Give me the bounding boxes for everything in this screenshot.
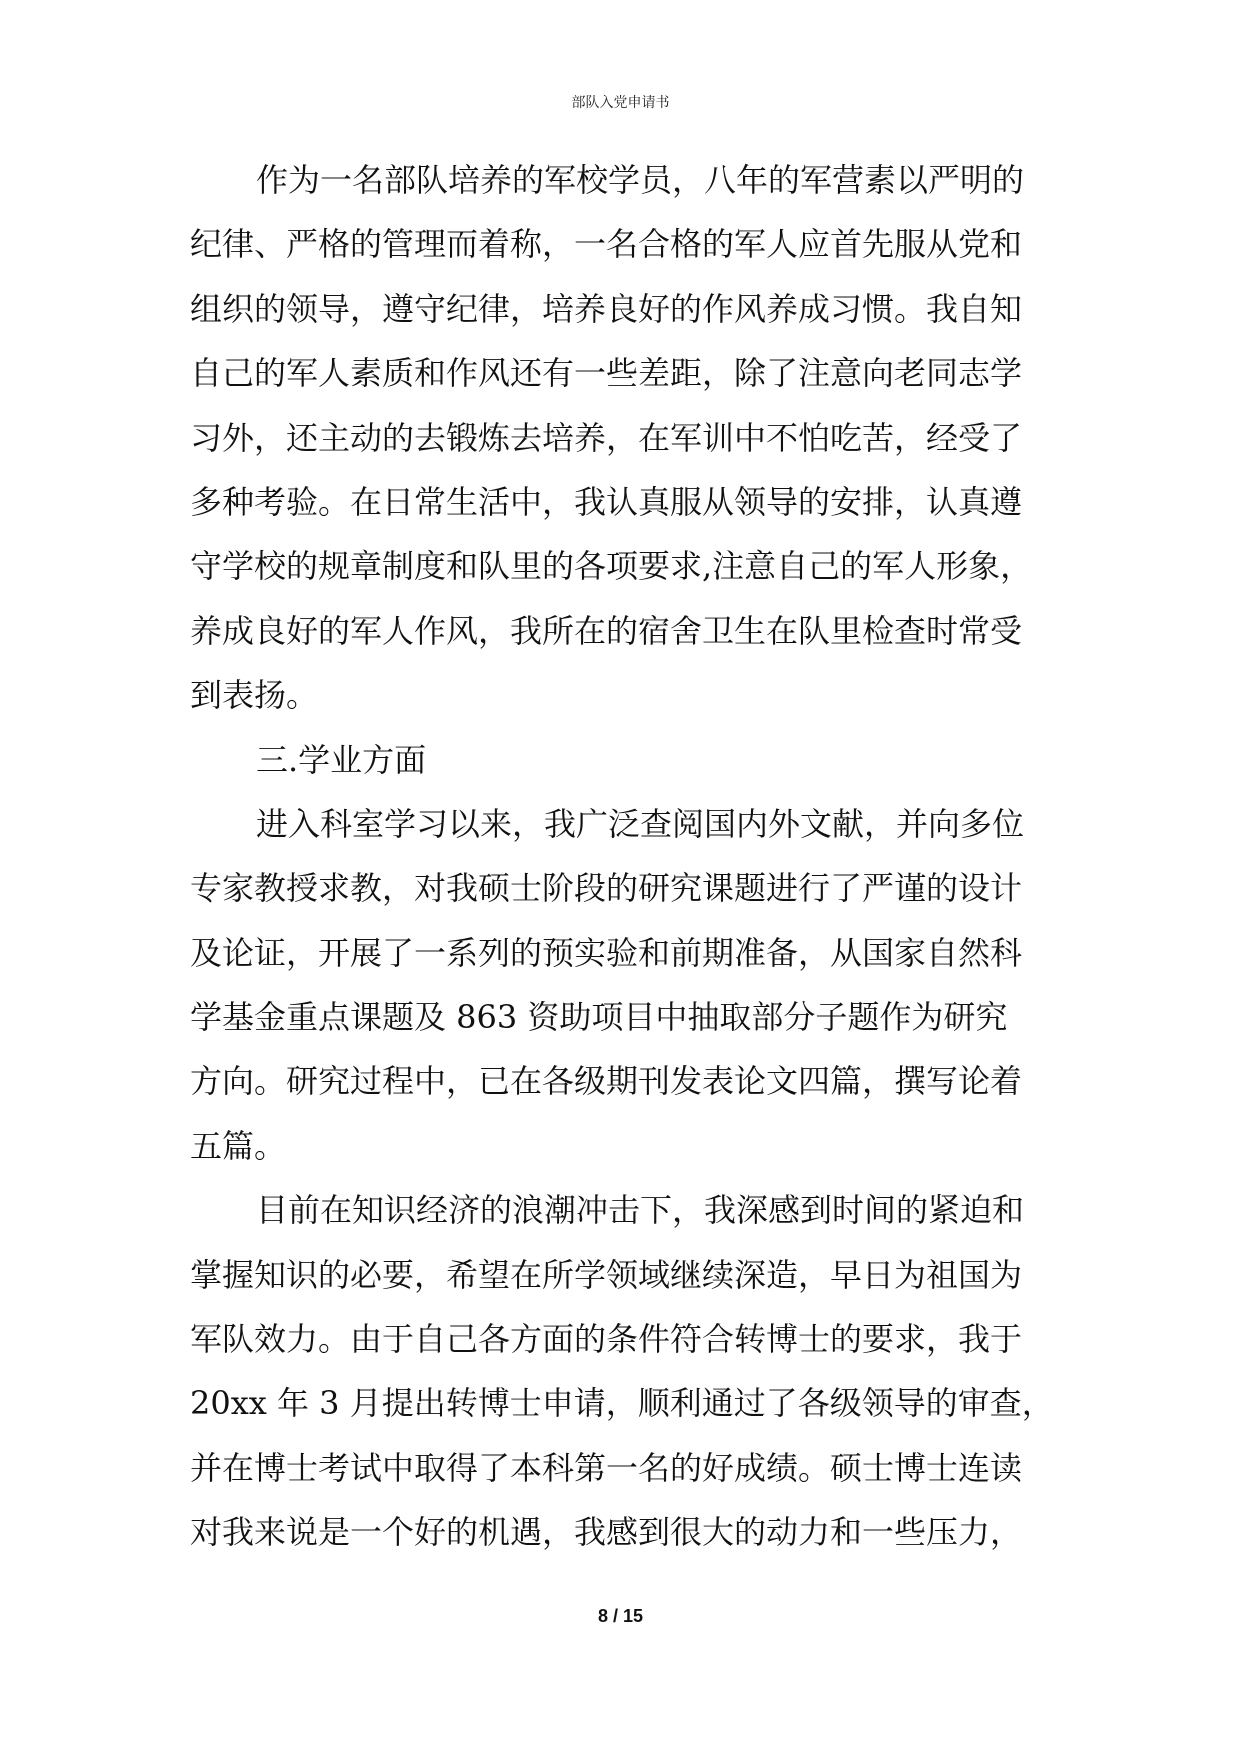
paragraph-line: 及论证，开展了一系列的预实验和前期准备，从国家自然科 [190, 933, 1023, 972]
paragraph-line: 纪律、严格的管理而着称，一名合格的军人应首先服从党和 [190, 225, 1023, 264]
paragraph-line: 掌握知识的必要，希望在所学领域继续深造，早日为祖国为 [190, 1255, 1023, 1294]
section-heading: 三.学业方面 [256, 740, 427, 779]
page-header: 部队入党申请书 [571, 95, 670, 111]
paragraph-line: 多种考验。在日常生活中，我认真服从领导的安排，认真遵 [190, 482, 1023, 521]
paragraph-line: 方向。研究过程中，已在各级期刊发表论文四篇，撰写论着 [190, 1062, 1023, 1101]
paragraph-line: 专家教授求教，对我硕士阶段的研究课题进行了严谨的设计 [190, 869, 1023, 908]
paragraph-line: 20xx 年 3 月提出转博士申请，顺利通过了各级领导的审查， [190, 1384, 1054, 1423]
paragraph-line: 学基金重点课题及 863 资助项目中抽取部分子题作为研究 [190, 998, 1008, 1037]
paragraph-line: 养成良好的军人作风，我所在的宿舍卫生在队里检查时常受 [190, 611, 1023, 650]
paragraph-line: 进入科室学习以来，我广泛查阅国内外文献，并向多位 [256, 804, 1025, 843]
paragraph-line: 习外，还主动的去锻炼去培养，在军训中不怕吃苦，经受了 [190, 418, 1023, 457]
paragraph-line: 组织的领导，遵守纪律，培养良好的作风养成习惯。我自知 [190, 289, 1023, 328]
document-body [190, 148, 1060, 1565]
paragraph-line: 作为一名部队培养的军校学员，八年的军营素以严明的 [256, 161, 1025, 199]
page-number: 8 / 15 [597, 1606, 644, 1626]
paragraph-line: 目前在知识经济的浪潮冲击下，我深感到时间的紧迫和 [256, 1191, 1025, 1230]
paragraph-line: 军队效力。由于自己各方面的条件符合转博士的要求，我于 [190, 1320, 1023, 1359]
paragraph-line: 并在博士考试中取得了本科第一名的好成绩。硕士博士连读 [190, 1448, 1023, 1487]
paragraph-line: 守学校的规章制度和队里的各项要求,注意自己的军人形象， [190, 547, 1033, 586]
paragraph-line: 对我来说是一个好的机遇，我感到很大的动力和一些压力， [190, 1513, 1023, 1552]
paragraph-line: 自己的军人素质和作风还有一些差距，除了注意向老同志学 [190, 354, 1023, 393]
paragraph-line: 到表扬。 [190, 676, 319, 715]
paragraph-line: 五篇。 [190, 1126, 287, 1165]
